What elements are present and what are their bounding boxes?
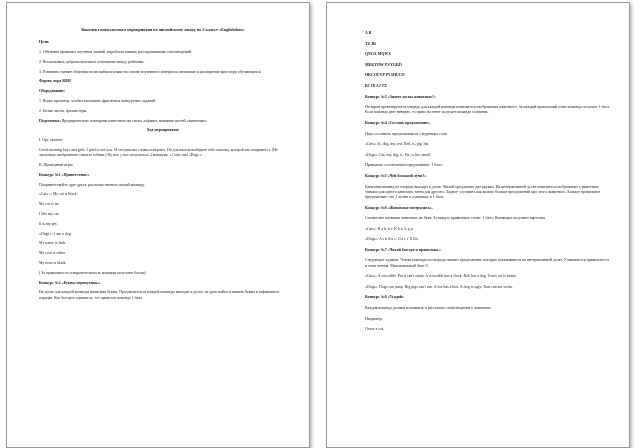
- text-line: MEKYDW EVYGKD: [365, 62, 402, 67]
- text-line: Ход мероприятия:: [146, 128, 180, 133]
- text-line: Например:: [365, 316, 383, 321]
- text-line: My coat is white.: [39, 251, 67, 256]
- text-line: II. Проведение игры.: [39, 162, 74, 167]
- text-line: 2. Воспитывать доброжелательное отношение между ребятами.: [39, 59, 145, 64]
- text-line: Капитаны команд по очереди выходят к доске. Малой предлагают два кружка. На интерактивной доске появляется изображение с животных сначала для одного капитана, затем для другого. Задача- составить как можно больше предложений про этого животного. Каждое правильное предложение- это 1 лучик в солнышку и 1 балл.: [365, 184, 601, 199]
- text-line: «Dogs »: I am a dog.: [39, 231, 72, 236]
- text-line: I like my cat.: [39, 211, 60, 216]
- text-line: «Cats»: R a b, b t; K h a, L g p.: [365, 226, 414, 231]
- text-line: Подготовка: Предварительно повторены известные им стихи, алфавит, названия частей «животные».: [39, 118, 208, 123]
- text-line: Конкурс №4 «Составь предложение».: [365, 120, 431, 125]
- text-line: BJ JR AJ TZ: [365, 83, 387, 88]
- text-line: На экран проектируются очередь для каждой команды появляются изображения животного. За каждый правильный ответ команда получает 1 балл. Если команда дает неверно, то право на ответ получает команда соперник.: [365, 105, 611, 115]
- text-line: Конкурс №6 «Животные потерялись».: [365, 205, 433, 210]
- text-line: A B: [365, 31, 372, 35]
- text-line: Конкурс №3 «Знаете ли вы животных?»: [365, 94, 436, 99]
- text-line: My nose is black.: [39, 260, 67, 265]
- text-line: 2. Белые листы, фломастеры.: [39, 108, 88, 113]
- text-line: Оборудование:: [39, 89, 66, 94]
- text-line: 3. Развивать умение общения на английском языке на основе изученного материала, внимание и расширение кругозора обучающихся.: [39, 69, 262, 74]
- text-line: Надо составить предложения из следующих слов: [365, 131, 447, 136]
- text-line: QNGX MQWX: [365, 52, 392, 57]
- text-line: My name is Jack.: [39, 241, 67, 246]
- document-title: Конспект внеклассного мероприятия по английскому языку во 2 классе «Englishdom»: [81, 27, 245, 32]
- text-line: 1. Обучение правилам поучения знаний, выработка навыку расспрашивания стихотворений.: [39, 50, 192, 54]
- text-line: «Cats »: My cat is black.: [39, 192, 78, 197]
- text-line: TZ JR: [365, 41, 376, 46]
- text-line: Конкурс №8 «Угадай»: [365, 295, 404, 300]
- text-line: I have a cat,: [365, 327, 384, 332]
- text-line: My cat is fat.: [39, 202, 60, 207]
- text-line: ( За правильность и выразительность команды получают баллы): [39, 270, 146, 275]
- text-line: На доске для каждой команды написаны буквы. Предлагается из каждой команды выходит к доске, из урок найти и назвать буквы в алфавитном порядке. Кто быстрее справится, тот приносит команде 1 балл: [39, 290, 279, 300]
- text-line: 1. Видео проектор, чтобы показывать фрагменты конкурсных заданий.: [39, 98, 157, 103]
- text-line: «Cats»: A crocodile. Put it can't swim. A crocodile has a clock. Bob has a dog. Tom's cat is funny.: [365, 274, 517, 279]
- text-line: Цели:: [39, 40, 50, 45]
- text-line: «Cats»: Is, dog, my, red. Red, is, pig, his.: [365, 142, 430, 147]
- text-line: Good morning boys and girls. I glad to see you. И сегодня мы с вами поиграем. Но для начала выберите себе лапочку, которой вас поприветст. (На листочках изображение сначала собаки.) Ну вот, у нас получилось 2 команды: « Cats» and «Dogs »: [39, 147, 278, 158]
- page-content-left: [39, 27, 287, 447]
- text-line: «Dogs»: Dogs can jump. Big pigs can't run. A fox has a box. A frog is ugly. Tom can not swim.: [365, 284, 513, 289]
- text-line: Конкурс №5 «Чей большой лучи?»: [365, 173, 427, 178]
- page-content-right: [365, 31, 611, 447]
- text-line: Соотнесите названия животных их букв. За каждое правильное слово- 1 балл. Командам получают карточки.: [365, 216, 546, 221]
- text-line: Конкурс №2 «Буквы перепутаны.»: [39, 280, 101, 285]
- text-line: Конкурс №7 «Читай быстро и правильно.»: [365, 247, 441, 252]
- text-line: Форма: игра КВН: [39, 79, 71, 84]
- document-page-left: [6, 2, 310, 448]
- text-line: Правильно составленное предложение- 1 балл.: [365, 163, 443, 168]
- text-line: HKCOUVP PVSHUCO: [365, 73, 405, 78]
- text-line: Конкурс №1 «Приветствие.»: [39, 172, 90, 177]
- text-line: «Dogs»: A s h A u s; O a t, f X Ke.: [365, 237, 419, 242]
- text-line: Поприветствуйте друг друга, расскажи немного вашей команду.: [39, 182, 145, 187]
- text-line: «Dogs»: Cat, my, big, is. Fat, is his, small.: [365, 152, 431, 157]
- text-line: I. Орг. момент: [39, 138, 63, 143]
- text-line: It is my pet.: [39, 221, 58, 226]
- document-page-right: [326, 2, 630, 448]
- text-line: Каждая команда должна вспомнить и рассказать стихотворение о животных.: [365, 306, 493, 311]
- text-line: Следующее задание. Члены команды по очереди читают предложение, которые показываются на интерактивной доске. Учитывается правильность и темп чтения. Максимальный балл-5.: [365, 258, 610, 268]
